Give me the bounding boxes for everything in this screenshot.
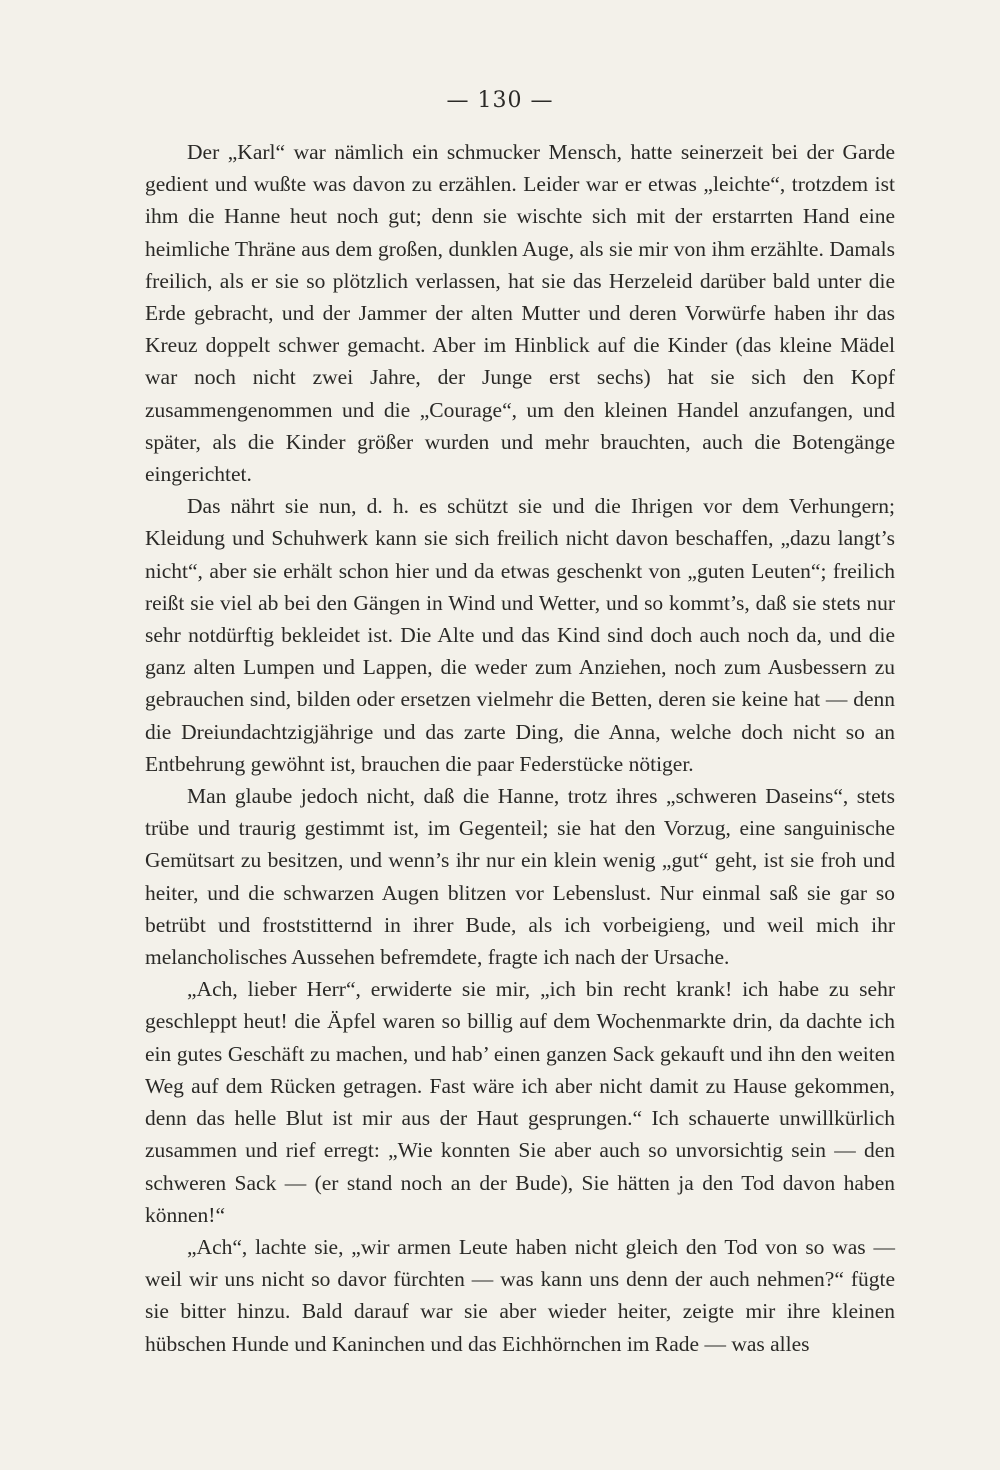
body-text bbox=[145, 136, 895, 1360]
paragraph: „Ach, lieber Herr“, erwiderte sie mir, „ich bin recht krank! ich habe zu sehr geschleppt heut! die Äpfel waren so billig auf dem Wochenmarkte drin, da dachte ich ein gutes Geschäft zu machen, und hab’ einen ganzen Sack gekauft und ihn den weiten Weg auf dem Rücken getragen. Fast wäre ich aber nicht damit zu Hause gekommen, denn das helle Blut ist mir aus der Haut gesprungen.“ Ich schauerte unwillkürlich zusammen und rief erregt: „Wie konnten Sie aber auch so unvorsichtig sein — den schweren Sack — (er stand noch an der Bude), Sie hätten ja den Tod davon haben können!“ bbox=[145, 977, 895, 1227]
paragraph: „Ach“, lachte sie, „wir armen Leute haben nicht gleich den Tod von so was — weil wir uns nicht so davor fürchten — was kann uns denn der auch nehmen?“ fügte sie bitter hinzu. Bald darauf war sie aber wieder heiter, zeigte mir ihre kleinen hübschen Hunde und Kaninchen und das Eichhörnchen im Rade — was alles bbox=[145, 1234, 895, 1356]
paragraph: Man glaube jedoch nicht, daß die Hanne, trotz ihres „schweren Daseins“, stets trübe und traurig gestimmt ist, im Gegenteil; sie hat den Vorzug, eine sanguinische Gemütsart zu besitzen, und wenn’s ihr nur ein klein wenig „gut“ geht, ist sie froh und heiter, und die schwarzen Augen blitzen vor Lebenslust. Nur einmal saß sie gar so betrübt und froststitternd in ihrer Bude, als ich vorbeigieng, und weil mich ihr melancholisches Aussehen befremdete, fragte ich nach der Ursache. bbox=[145, 784, 895, 970]
page-number: — 130 — bbox=[446, 88, 554, 113]
paragraph: Der „Karl“ war nämlich ein schmucker Mensch, hatte seinerzeit bei der Garde gedient und wußte was davon zu erzählen. Leider war er etwas „leichte“, trotzdem ist ihm die Hanne heut noch gut; denn sie wischte sich mit der erstarrten Hand eine heimliche Thräne aus dem großen, dunklen Auge, als sie mir von ihm erzählte. Damals freilich, als er sie so plötzlich verlassen, hat sie das Herzeleid darüber bald unter die Erde gebracht, und der Jammer der alten Mutter und deren Vorwürfe haben ihr das Kreuz doppelt schwer gemacht. Aber im Hinblick auf die Kinder (das kleine Mädel war noch nicht zwei Jahre, der Junge erst sechs) hat sie sich den Kopf zusammengenommen und die „Courage“, um den kleinen Handel anzufangen, und später, als die Kinder größer wurden und mehr brauchten, auch die Botengänge eingerichtet. bbox=[145, 140, 895, 487]
paragraph: Das nährt sie nun, d. h. es schützt sie und die Ihrigen vor dem Verhungern; Kleidung und Schuhwerk kann sie sich freilich nicht davon beschaffen, „dazu langt’s nicht“, aber sie erhält schon hier und da etwas geschenkt von „guten Leuten“; freilich reißt sie viel ab bei den Gängen in Wind und Wetter, und so kommt’s, daß sie stets nur sehr notdürftig bekleidet ist. Die Alte und das Kind sind doch auch noch da, und die ganz alten Lumpen und Lappen, die weder zum Anziehen, noch zum Ausbessern zu gebrauchen sind, bilden oder ersetzen vielmehr die Betten, deren sie keine hat — denn die Dreiundachtzigjährige und das zarte Ding, die Anna, welche doch nicht so an Entbehrung gewöhnt ist, brauchen die paar Federstücke nötiger. bbox=[145, 494, 895, 776]
